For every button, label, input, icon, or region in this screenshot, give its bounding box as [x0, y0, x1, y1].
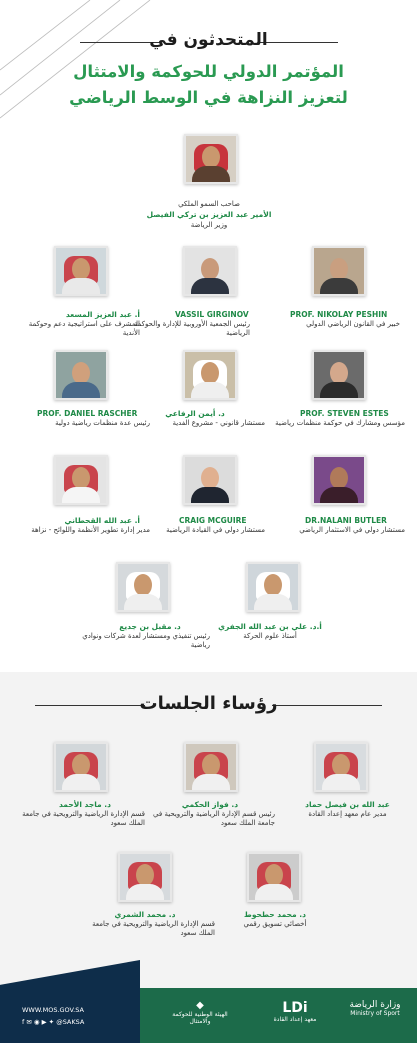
speaker-photo	[312, 455, 366, 505]
ministry-logo	[340, 1000, 410, 1017]
speaker-title: مؤسس ومشارك في حوكمة منظمات رياضية	[275, 419, 405, 427]
ldi-logo-text: LDi	[282, 1000, 308, 1016]
patron-title: وزير الرياضة	[190, 221, 228, 229]
commission-logo-icon: ◆	[196, 1000, 204, 1011]
speaker-name: PROF. STEVEN ESTES	[300, 409, 389, 418]
speaker-title: رئيس عدة منظمات رياضية دولية	[55, 419, 150, 427]
patron-name: الأمير عبد العزيز بن تركي الفيصل	[146, 210, 272, 219]
chair-title: رئيس قسم الإدارة الرياضية والترويحية في جامعة الملك سعود	[153, 810, 275, 827]
speaker-name: VASSIL GIRGINOV	[175, 310, 249, 319]
speaker-name: أ. عبد الله القحطاني	[64, 516, 140, 525]
chair-name: د. ماجد الأحمد	[58, 800, 112, 809]
patron-photo	[184, 134, 238, 184]
chair-name: د. محمد حطحوط	[244, 910, 306, 919]
speaker-title: أستاذ علوم الحركة	[243, 632, 297, 640]
ministry-logo-name: وزارة الرياضة	[349, 1000, 401, 1010]
chair-photo	[54, 742, 108, 792]
speaker-name: PROF. DANIEL RASCHER	[37, 409, 138, 418]
chair-name: د. فواز الحكمي	[181, 800, 239, 809]
sessions-title: رؤساء الجلسات	[139, 693, 278, 714]
speaker-photo	[183, 246, 237, 296]
social-handle[interactable]	[22, 1018, 84, 1026]
speaker-photo	[312, 246, 366, 296]
chair-name: د. محمد الشمري	[114, 910, 176, 919]
speaker-name: أ. عبد العزيز المسعد	[65, 310, 140, 319]
page-title: المتحدثون في	[149, 30, 268, 50]
chair-title: أخصائي تسويق رقمي	[243, 920, 307, 928]
chair-title: قسم الإدارة الرياضية والترويحية في جامعة الملك سعود	[92, 920, 215, 937]
speaker-photo	[183, 350, 237, 400]
speaker-name: د. أيمن الرفاعي	[165, 409, 225, 418]
chair-photo	[247, 852, 301, 902]
speaker-name: PROF. NIKOLAY PESHIN	[290, 310, 388, 319]
ldi-logo	[265, 1000, 325, 1023]
social-handle-text: @SAKSA	[56, 1018, 85, 1026]
chair-title: قسم الإدارة الرياضية والترويحية في جامعة الملك سعود	[22, 810, 145, 827]
speaker-title: خبير في القانون الرياضي الدولي	[306, 320, 400, 328]
speaker-title: رئيس تنفيذي ومستشار لعدة شركات ونوادي رياضية	[82, 632, 210, 649]
speaker-name: د. مقبل بن جديع	[119, 622, 181, 631]
speaker-title: مستشار قانوني - مشروع الفدية	[172, 419, 265, 427]
social-icons: f ✉ ◉ ▶ ✦	[22, 1018, 57, 1026]
speaker-photo	[116, 562, 170, 612]
speaker-name: أ.د. علي بن عبد الله الجفري	[218, 622, 322, 631]
speaker-photo	[54, 246, 108, 296]
speaker-title: مدير إدارة تطوير الأنظمة واللوائح - نزاهة	[31, 526, 150, 534]
chair-photo	[118, 852, 172, 902]
speaker-photo	[183, 455, 237, 505]
chair-photo	[184, 742, 238, 792]
speaker-photo	[54, 455, 108, 505]
conference-title-line2: لتعزيز النزاهة في الوسط الرياضي	[69, 88, 348, 107]
ministry-logo-name-en: Ministry of Sport	[350, 1010, 400, 1017]
website-link[interactable]: WWW.MOS.GOV.SA	[22, 1006, 84, 1014]
speaker-title: مستشار دولي في الاستثمار الرياضي	[299, 526, 405, 534]
patron-label: صاحب السمو الملكي	[178, 200, 240, 208]
speaker-photo	[54, 350, 108, 400]
speaker-photo	[246, 562, 300, 612]
conference-title-line1: المؤتمر الدولي للحوكمة والامتثال	[73, 62, 344, 81]
commission-logo: ◆ الهيئة الوطنية للحوكمة والامتثال	[170, 1000, 230, 1025]
ldi-logo-subtitle: معهد إعداد القادة	[273, 1016, 317, 1023]
speaker-name: CRAIG MCGUIRE	[179, 516, 247, 525]
speaker-title: المشرف على استراتيجية دعم وحوكمة الأندية	[28, 320, 140, 337]
chair-title: مدير عام معهد إعداد القادة	[308, 810, 387, 818]
chair-photo	[314, 742, 368, 792]
speaker-name: DR.NALANI BUTLER	[305, 516, 387, 525]
speaker-photo	[312, 350, 366, 400]
chair-name: عبد الله بن فيصل حماد	[305, 800, 390, 809]
speaker-title: رئيس الجمعية الأوروبية للإدارة والحوكمة الرياضية	[133, 320, 250, 337]
speaker-title: مستشار دولي في القيادة الرياضية	[166, 526, 265, 534]
